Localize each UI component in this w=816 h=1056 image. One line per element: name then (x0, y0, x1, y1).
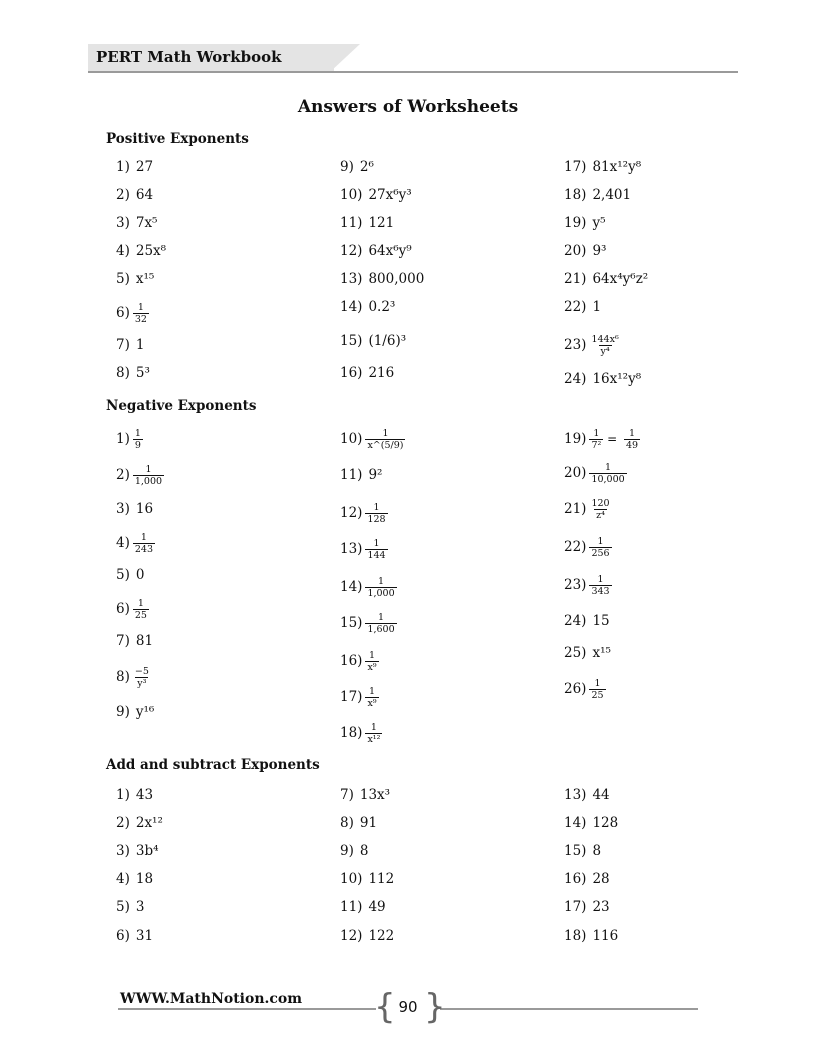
answer-value: 23 (592, 899, 610, 915)
answer-fraction (365, 502, 387, 525)
answer-number: 19) (564, 215, 587, 231)
fraction-denominator: 25 (134, 610, 147, 621)
answer-number: 15) (564, 843, 587, 859)
answer-item (340, 612, 397, 635)
answer-number: 24) (564, 371, 587, 387)
answer-item (340, 466, 382, 484)
answer-number: 9) (340, 843, 354, 859)
answer-number: 17) (340, 689, 363, 705)
answer-number: 21) (564, 501, 587, 517)
answer-item (340, 158, 374, 176)
answer-value: 1 (592, 299, 602, 315)
answer-value: y¹⁶ (135, 704, 155, 720)
answer-fraction (133, 598, 149, 621)
answer-value: 216 (368, 365, 395, 381)
answer-value: 800,000 (368, 271, 425, 287)
answer-item (340, 686, 379, 709)
fraction-denominator: y⁴ (600, 346, 610, 357)
answer-item (564, 814, 618, 832)
answer-item (116, 870, 153, 888)
answer-value: 16 (135, 501, 154, 517)
equals-sign: = (603, 432, 621, 446)
footer-rule-left (118, 1008, 376, 1010)
answer-number: 11) (340, 899, 363, 915)
fraction-denominator: 343 (591, 586, 610, 597)
answer-item (340, 898, 386, 916)
fraction-denominator: x¹² (367, 734, 381, 745)
answer-value: 81 (135, 633, 154, 649)
fraction-numerator: 1 (140, 532, 147, 543)
fraction-denominator: 32 (134, 314, 147, 325)
answer-value: 9³ (592, 243, 607, 259)
answer-item (340, 870, 394, 888)
answer-number: 12) (340, 243, 363, 259)
answer-fraction (589, 462, 626, 485)
answer-item (564, 678, 606, 701)
answer-number: 26) (564, 681, 587, 697)
answer-fraction (365, 538, 387, 561)
answer-item (564, 612, 610, 630)
answer-fraction (133, 428, 143, 451)
answer-item (564, 428, 640, 451)
answer-number: 12) (340, 505, 363, 521)
fraction-numerator: 1 (378, 612, 385, 623)
answer-number: 4) (116, 535, 130, 551)
answer-item (564, 298, 601, 316)
answer-value: 43 (135, 787, 154, 803)
fraction-numerator: 1 (382, 428, 389, 439)
answer-item (116, 632, 153, 650)
answer-fraction-simplified (624, 428, 640, 451)
answer-item (116, 270, 154, 288)
answer-item (116, 158, 153, 176)
answer-item (564, 842, 601, 860)
answer-number: 25) (564, 645, 587, 661)
answer-item (340, 576, 397, 599)
answer-item (564, 927, 618, 945)
answer-value: 0 (135, 567, 145, 583)
answer-item (340, 927, 394, 945)
answer-item (116, 927, 153, 945)
answer-item (340, 428, 405, 451)
page-title: Answers of Worksheets (297, 97, 519, 117)
answer-number: 1) (116, 159, 130, 175)
answer-value: 2⁶ (359, 159, 374, 175)
answer-number: 14) (564, 815, 587, 831)
answer-item (340, 814, 377, 832)
answer-fraction (589, 574, 611, 597)
answer-value: y⁵ (592, 215, 606, 231)
answer-value: 31 (135, 928, 154, 944)
fraction-numerator: −5 (134, 666, 149, 677)
fraction-numerator: 1 (137, 598, 144, 609)
answer-fraction (133, 666, 151, 689)
answer-number: 10) (340, 431, 363, 447)
left-brace-icon: { (374, 987, 396, 1027)
answer-item (340, 722, 382, 745)
answer-number: 3) (116, 215, 130, 231)
answer-number: 15) (340, 615, 363, 631)
answer-value: 8 (592, 843, 602, 859)
answer-fraction (589, 536, 611, 559)
answer-value: 15 (592, 613, 610, 629)
answer-number: 3) (116, 501, 130, 517)
answer-number: 5) (116, 899, 130, 915)
answer-item (116, 598, 149, 621)
answer-number: 2) (116, 815, 130, 831)
answer-value: 91 (359, 815, 378, 831)
answer-item (564, 898, 610, 916)
answer-value: 112 (368, 871, 395, 887)
answer-value: 7x⁵ (135, 215, 158, 231)
answer-fraction (589, 428, 603, 451)
fraction-numerator: 1 (373, 538, 380, 549)
answer-fraction (589, 678, 605, 701)
fraction-denominator: 7² (591, 440, 602, 451)
page-number: 90 (398, 998, 418, 1016)
answer-number: 18) (340, 725, 363, 741)
answer-item (116, 500, 153, 518)
answer-number: 5) (116, 271, 130, 287)
answer-item (116, 302, 149, 325)
answer-fraction (133, 464, 164, 487)
answer-item (340, 842, 368, 860)
fraction-denominator: 25 (591, 690, 604, 701)
fraction-denominator: x⁹ (367, 698, 377, 709)
answer-number: 2) (116, 187, 130, 203)
answer-number: 4) (116, 871, 130, 887)
answer-number: 4) (116, 243, 130, 259)
answer-number: 14) (340, 579, 363, 595)
answer-number: 17) (564, 159, 587, 175)
answer-item (340, 364, 394, 382)
fraction-numerator: 1 (378, 576, 385, 587)
answer-item (564, 158, 641, 176)
answer-value: 1 (135, 337, 145, 353)
answer-item (116, 814, 163, 832)
footer-rule-right (440, 1008, 698, 1010)
answer-value: 9² (368, 467, 383, 483)
answer-number: 6) (116, 305, 130, 321)
answer-value: 44 (592, 787, 610, 803)
answer-item (116, 703, 154, 721)
answer-fraction (365, 722, 382, 745)
answer-number: 13) (564, 787, 587, 803)
answer-item (116, 464, 164, 487)
answer-number: 12) (340, 928, 363, 944)
answer-number: 16) (340, 365, 363, 381)
answer-value: x¹⁵ (135, 271, 155, 287)
answer-item (116, 786, 153, 804)
fraction-denominator: x^(5/9) (367, 440, 404, 451)
answer-number: 11) (340, 467, 363, 483)
answer-item (340, 298, 395, 316)
answer-value: 49 (368, 899, 386, 915)
answer-value: 2,401 (592, 187, 632, 203)
answer-number: 18) (564, 187, 587, 203)
answer-number: 20) (564, 465, 587, 481)
answer-item (340, 786, 390, 804)
header-tab-slant (330, 44, 360, 72)
answer-fraction (365, 428, 405, 451)
fraction-denominator: z⁴ (596, 510, 605, 521)
footer-url: WWW.MathNotion.com (120, 991, 303, 1007)
fraction-denominator: y³ (137, 678, 147, 689)
answer-value: 116 (592, 928, 619, 944)
fraction-numerator: 1 (605, 462, 612, 473)
answer-value: 64x⁶y⁹ (368, 243, 412, 259)
right-brace-icon: } (424, 987, 446, 1027)
answer-item (340, 214, 394, 232)
answer-item (564, 644, 611, 662)
answer-number: 10) (340, 187, 363, 203)
answer-item (564, 186, 631, 204)
answer-number: 7) (116, 633, 130, 649)
answer-number: 9) (116, 704, 130, 720)
answer-value: 28 (592, 871, 610, 887)
answer-fraction (365, 686, 378, 709)
fraction-numerator: 1 (145, 464, 152, 475)
fraction-numerator: 1 (629, 428, 636, 439)
answer-number: 14) (340, 299, 363, 315)
fraction-numerator: 1 (373, 502, 380, 513)
answer-number: 9) (340, 159, 354, 175)
fraction-denominator: x⁹ (367, 662, 377, 673)
workbook-title: PERT Math Workbook (96, 48, 282, 66)
answer-value: 5³ (135, 365, 150, 381)
answer-item (340, 502, 388, 525)
answer-value: 16x¹²y⁸ (592, 371, 642, 387)
answer-value: 64 (135, 187, 154, 203)
answer-item (564, 462, 627, 485)
answer-number: 7) (340, 787, 354, 803)
answer-value: 121 (368, 215, 395, 231)
answer-number: 6) (116, 601, 130, 617)
fraction-numerator: 1 (134, 428, 141, 439)
fraction-denominator: 243 (134, 544, 153, 555)
answer-number: 24) (564, 613, 587, 629)
fraction-denominator: 1,600 (367, 624, 395, 635)
fraction-numerator: 1 (597, 574, 604, 585)
answer-value: 122 (368, 928, 395, 944)
fraction-numerator: 1 (370, 722, 377, 733)
section-title: Positive Exponents (106, 131, 249, 147)
answer-item (116, 532, 155, 555)
answer-value: 2x¹² (135, 815, 163, 831)
answer-number: 22) (564, 299, 587, 315)
answer-item (116, 364, 150, 382)
answer-number: 13) (340, 541, 363, 557)
answer-value: 18 (135, 871, 154, 887)
answer-number: 16) (564, 871, 587, 887)
answer-item (564, 370, 641, 388)
fraction-numerator: 1 (137, 302, 144, 313)
fraction-denominator: 1,000 (367, 588, 395, 599)
fraction-denominator: 144 (367, 550, 386, 561)
answer-item (564, 270, 648, 288)
answer-number: 20) (564, 243, 587, 259)
header-rule (88, 71, 738, 73)
fraction-denominator: 10,000 (591, 474, 625, 485)
answer-item (340, 186, 412, 204)
answer-value: 3 (135, 899, 145, 915)
answer-item (340, 650, 379, 673)
answer-number: 3) (116, 843, 130, 859)
answer-item (116, 214, 157, 232)
answer-item (116, 566, 144, 584)
answer-number: 19) (564, 431, 587, 447)
section-title: Add and subtract Exponents (106, 757, 320, 773)
answer-value: (1/6)³ (368, 333, 407, 349)
answer-fraction (365, 650, 378, 673)
answer-item (564, 786, 610, 804)
answer-fraction (133, 302, 149, 325)
answer-number: 15) (340, 333, 363, 349)
answer-fraction (589, 498, 611, 521)
answer-value: 3b⁴ (135, 843, 159, 859)
fraction-numerator: 1 (369, 686, 376, 697)
fraction-numerator: 1 (369, 650, 376, 661)
answer-item (116, 666, 151, 689)
answer-number: 21) (564, 271, 587, 287)
answer-number: 23) (564, 577, 587, 593)
answer-item (564, 334, 621, 357)
answer-value: 8 (359, 843, 369, 859)
answer-item (340, 538, 388, 561)
answer-value: 13x³ (359, 787, 391, 803)
fraction-numerator: 1 (597, 536, 604, 547)
answer-item (340, 270, 424, 288)
answer-item (340, 332, 406, 350)
fraction-numerator: 120 (591, 498, 610, 509)
answer-item (564, 870, 610, 888)
answer-value: 81x¹²y⁸ (592, 159, 642, 175)
answer-item (116, 842, 159, 860)
fraction-denominator: 256 (591, 548, 610, 559)
answer-item (564, 242, 606, 260)
answer-item (564, 498, 612, 521)
answer-value: 27x⁶y³ (368, 187, 412, 203)
answer-value: 25x⁸ (135, 243, 167, 259)
answer-item (564, 574, 612, 597)
answer-number: 8) (116, 669, 130, 685)
answer-number: 1) (116, 431, 130, 447)
answer-number: 18) (564, 928, 587, 944)
answer-value: 27 (135, 159, 154, 175)
fraction-denominator: 9 (134, 440, 141, 451)
section-title: Negative Exponents (106, 398, 257, 414)
answer-number: 6) (116, 928, 130, 944)
answer-fraction (133, 532, 155, 555)
fraction-numerator: 1 (593, 428, 600, 439)
answer-value: 128 (592, 815, 619, 831)
answer-fraction (365, 576, 396, 599)
fraction-denominator: 1,000 (134, 476, 163, 487)
answer-number: 1) (116, 787, 130, 803)
fraction-numerator: 144x⁶ (591, 334, 619, 345)
answer-number: 5) (116, 567, 130, 583)
fraction-numerator: 1 (594, 678, 601, 689)
answer-number: 23) (564, 337, 587, 353)
answer-item (340, 242, 412, 260)
answer-item (116, 898, 144, 916)
answer-item (116, 242, 166, 260)
answer-number: 10) (340, 871, 363, 887)
answer-value: 0.2³ (368, 299, 396, 315)
answer-number: 7) (116, 337, 130, 353)
answer-item (116, 428, 143, 451)
answer-item (564, 536, 612, 559)
answer-item (116, 336, 144, 354)
fraction-denominator: 49 (626, 440, 639, 451)
answer-fraction (589, 334, 620, 357)
answer-number: 16) (340, 653, 363, 669)
answer-number: 22) (564, 539, 587, 555)
answer-value: 64x⁴y⁶z² (592, 271, 649, 287)
fraction-denominator: 128 (367, 514, 386, 525)
answer-number: 17) (564, 899, 587, 915)
answer-item (564, 214, 606, 232)
answer-number: 2) (116, 467, 130, 483)
answer-number: 13) (340, 271, 363, 287)
answer-number: 8) (116, 365, 130, 381)
answer-item (116, 186, 153, 204)
answer-number: 11) (340, 215, 363, 231)
answer-fraction (365, 612, 396, 635)
answer-number: 8) (340, 815, 354, 831)
answer-value: x¹⁵ (592, 645, 611, 661)
